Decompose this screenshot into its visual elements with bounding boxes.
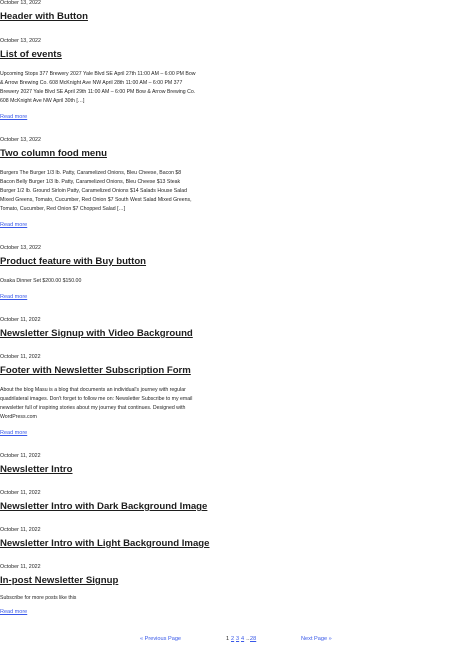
post-date: October 11, 2022 <box>0 527 41 533</box>
post-item <box>0 490 208 513</box>
page-number-current: 1 <box>226 636 230 642</box>
post-item <box>0 317 196 340</box>
post-excerpt: About the blog Masu is a blog that documents an individual's journey with regular quadrilateral images. Don't forget to follow me on: Newsletter Subscribe to my email newsletter full of inspiring stories about my journey that continues. Designed with WordPress.com <box>0 387 193 420</box>
post-item <box>0 564 196 616</box>
post-item <box>0 527 210 550</box>
post-date: October 13, 2022 <box>0 0 41 6</box>
post-item <box>0 354 196 437</box>
post-title-link[interactable]: Two column food menu <box>0 148 107 159</box>
post-item <box>0 245 196 301</box>
post-item <box>0 453 196 476</box>
post-excerpt: Burgers The Burger 1/3 lb. Patty, Caramelized Onions, Bleu Cheese, Bacon $8 Bacon Belly Burger 1/3 lb. Patty, Caramelized Onions, Bleu Cheese $13 Steak Burger 1/2 lb. Ground Sirloin Patty, Caramelized Onions $14 Salads House Salad Mixed Greens, Tomato, Cucumber, Red Onion $7 South West Salad Mixed Greens, Tomato, Cucumber, Red Onion $7 Chopped Salad […] <box>0 170 192 212</box>
post-title-link[interactable]: Newsletter Intro with Light Background Image <box>0 538 210 549</box>
post-date: October 11, 2022 <box>0 354 41 360</box>
read-more-link[interactable]: Read more <box>0 430 28 436</box>
post-title-link[interactable]: List of events <box>0 49 62 60</box>
page-number-link[interactable]: 2 <box>231 636 235 642</box>
post-title-link[interactable]: In-post Newsletter Signup <box>0 575 119 586</box>
post-title-link[interactable]: Header with Button <box>0 11 88 22</box>
read-more-link[interactable]: Read more <box>0 294 28 300</box>
post-excerpt: Osaka Dinner Set $200.00 $150.00 <box>0 278 82 284</box>
post-date: October 11, 2022 <box>0 317 41 323</box>
page-number-link[interactable]: 3 <box>236 636 240 642</box>
post-title-link[interactable]: Newsletter Signup with Video Background <box>0 328 193 339</box>
read-more-link[interactable]: Read more <box>0 114 28 120</box>
post-title-link[interactable]: Footer with Newsletter Subscription Form <box>0 365 191 376</box>
previous-page-link[interactable]: « Previous Page <box>140 636 182 642</box>
post-date: October 11, 2022 <box>0 453 41 459</box>
post-date: October 11, 2022 <box>0 490 41 496</box>
page-number-link[interactable]: 28 <box>250 636 257 642</box>
read-more-link[interactable]: Read more <box>0 609 28 615</box>
post-date: October 13, 2022 <box>0 137 41 143</box>
next-page-link[interactable]: Next Page » <box>301 636 332 642</box>
read-more-link[interactable]: Read more <box>0 222 28 228</box>
post-title-link[interactable]: Product feature with Buy button <box>0 256 147 267</box>
post-excerpt: Upcoming Stops 377 Brewery 2027 Yale Blvd SE April 27th 11:00 AM – 6:00 PM Bow & Arrow Brewing Co. 608 McKnight Ave NW April 28th 11:00 AM – 6:00 PM 377 Brewery 2027 Yale Blvd SE April 29th 11:00 AM – 6:00 PM Bow & Arrow Brewing Co. 608 McKnight Ave NW April 30th […] <box>0 71 196 104</box>
post-title-link[interactable]: Newsletter Intro <box>0 464 73 475</box>
page-number-link[interactable]: 4 <box>241 636 245 642</box>
post-date: October 13, 2022 <box>0 38 41 44</box>
post-item <box>0 0 196 23</box>
post-item <box>0 137 196 229</box>
page-ellipsis: … <box>246 636 252 642</box>
post-excerpt: Subscribe for more posts like this <box>0 595 77 601</box>
pagination <box>140 635 336 644</box>
post-item <box>0 38 196 121</box>
post-title-link[interactable]: Newsletter Intro with Dark Background Image <box>0 501 208 512</box>
post-date: October 11, 2022 <box>0 564 41 570</box>
post-date: October 13, 2022 <box>0 245 41 251</box>
